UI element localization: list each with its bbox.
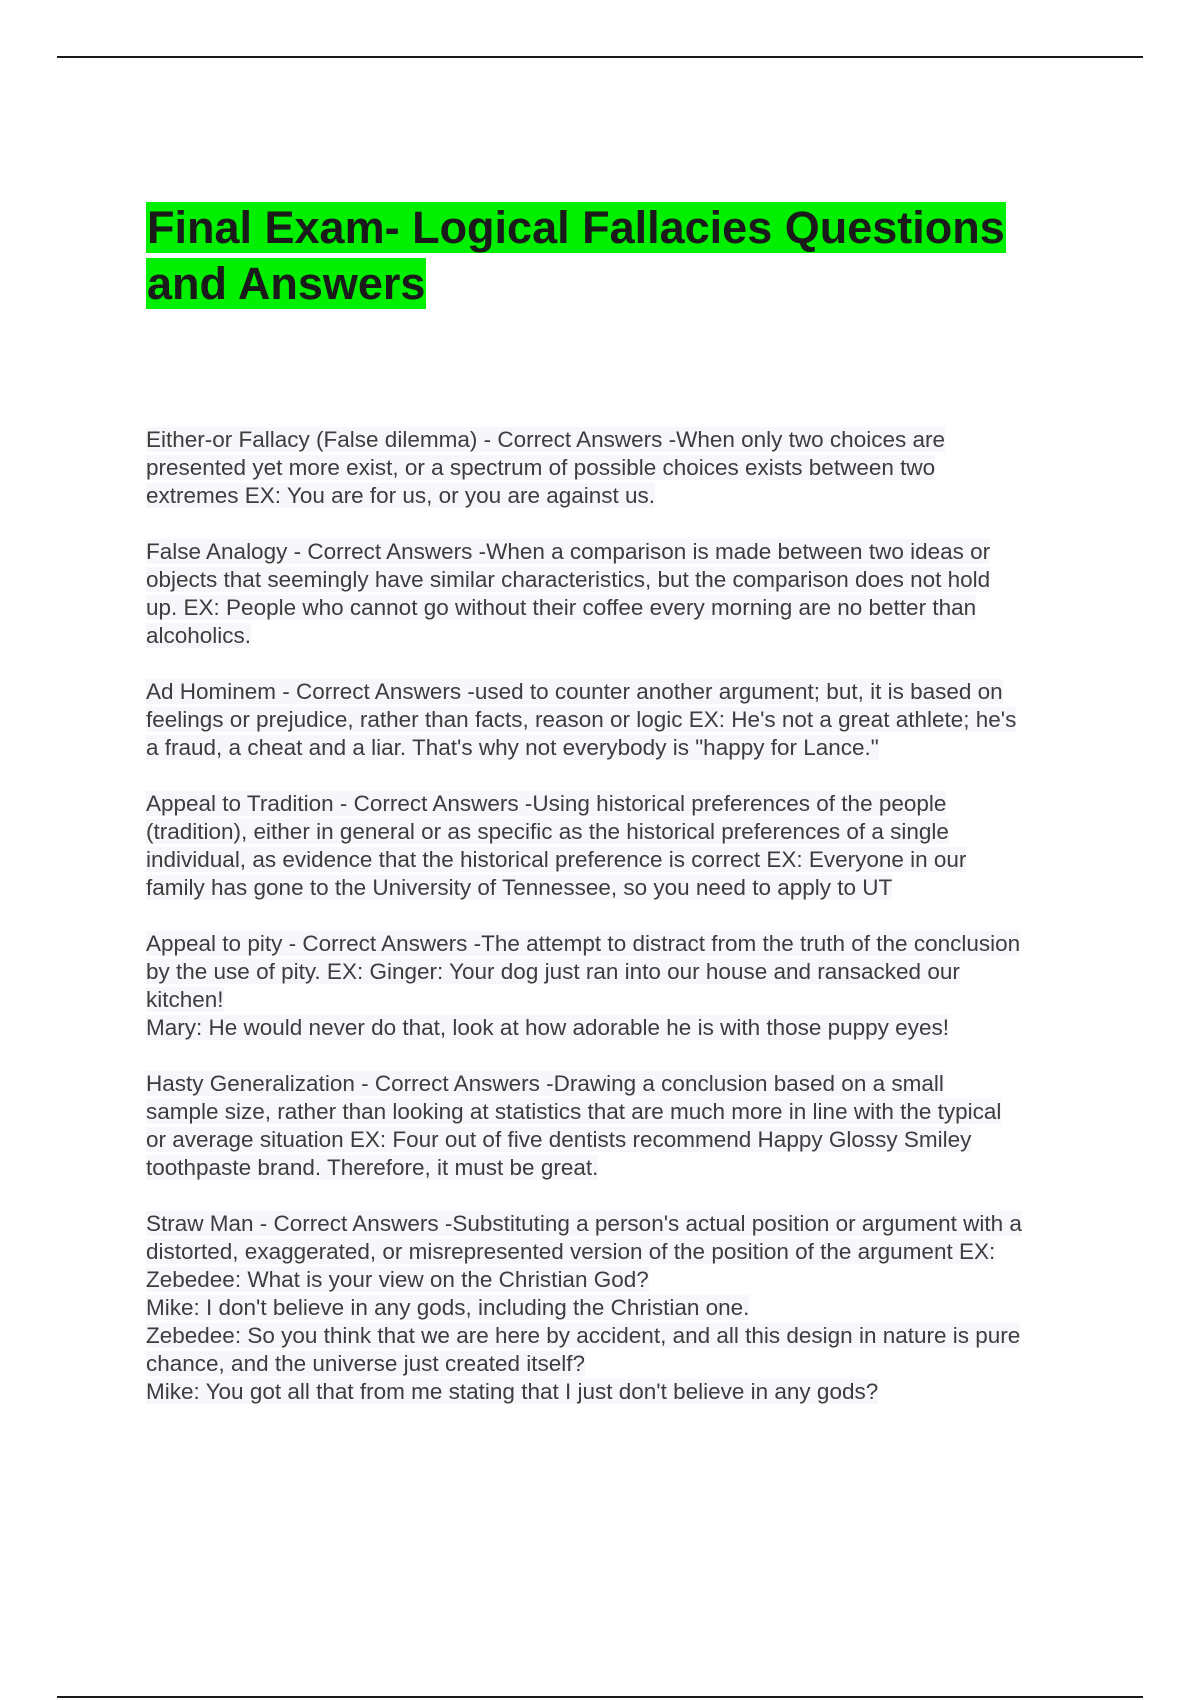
entry-line: Zebedee: So you think that we are here by accident, and all this design in nature is pure — [146, 1323, 1021, 1348]
top-rule — [57, 56, 1143, 58]
entry-line: distorted, exaggerated, or misrepresented version of the position of the argument EX: — [146, 1239, 996, 1264]
entry-appeal-to-tradition — [146, 790, 1091, 902]
entry-line: kitchen! — [146, 987, 224, 1012]
entry-straw-man — [146, 1210, 1091, 1406]
entry-line: Either-or Fallacy (False dilemma) - Correct Answers -When only two choices are — [146, 427, 945, 452]
entry-ad-hominem — [146, 678, 1091, 762]
entry-line: presented yet more exist, or a spectrum of possible choices exists between two — [146, 455, 936, 480]
entry-line: objects that seemingly have similar characteristics, but the comparison does not hold — [146, 567, 991, 592]
entry-line: chance, and the universe just created itself? — [146, 1351, 586, 1376]
entry-line: Appeal to Tradition - Correct Answers -Using historical preferences of the people — [146, 791, 947, 816]
entry-line: False Analogy - Correct Answers -When a comparison is made between two ideas or — [146, 539, 991, 564]
entry-line: by the use of pity. EX: Ginger: Your dog just ran into our house and ransacked our — [146, 959, 960, 984]
entry-line: up. EX: People who cannot go without their coffee every morning are no better than — [146, 595, 977, 620]
page-title — [146, 200, 1106, 312]
entry-line: (tradition), either in general or as specific as the historical preferences of a single — [146, 819, 949, 844]
entry-line: family has gone to the University of Tennessee, so you need to apply to UT — [146, 875, 893, 900]
entry-appeal-to-pity — [146, 930, 1091, 1042]
entry-line: extremes EX: You are for us, or you are against us. — [146, 483, 656, 508]
entry-false-analogy — [146, 538, 1091, 650]
entry-hasty-generalization — [146, 1070, 1091, 1182]
title-line-2: and Answers — [147, 258, 426, 309]
title-line-1: Final Exam- Logical Fallacies Questions — [147, 202, 1005, 253]
entry-line: Mike: You got all that from me stating that I just don't believe in any gods? — [146, 1379, 879, 1404]
entry-line: a fraud, a cheat and a liar. That's why not everybody is "happy for Lance." — [146, 735, 879, 760]
entry-line: toothpaste brand. Therefore, it must be great. — [146, 1155, 599, 1180]
entry-line: Mike: I don't believe in any gods, including the Christian one. — [146, 1295, 750, 1320]
entry-line: alcoholics. — [146, 623, 252, 648]
entry-line: Mary: He would never do that, look at how adorable he is with those puppy eyes! — [146, 1015, 949, 1040]
qa-entries — [146, 426, 1091, 1434]
entry-line: feelings or prejudice, rather than facts, reason or logic EX: He's not a great athlete; he's — [146, 707, 1017, 732]
bottom-rule — [57, 1696, 1143, 1698]
entry-line: Ad Hominem - Correct Answers -used to counter another argument; but, it is based on — [146, 679, 1003, 704]
entry-line: Hasty Generalization - Correct Answers -Drawing a conclusion based on a small — [146, 1071, 944, 1096]
entry-line: Zebedee: What is your view on the Christian God? — [146, 1267, 649, 1292]
entry-line: Appeal to pity - Correct Answers -The attempt to distract from the truth of the conclusion — [146, 931, 1021, 956]
entry-line: Straw Man - Correct Answers -Substituting a person's actual position or argument with a — [146, 1211, 1022, 1236]
entry-either-or-fallacy — [146, 426, 1091, 510]
entry-line: sample size, rather than looking at statistics that are much more in line with the typical — [146, 1099, 1002, 1124]
entry-line: or average situation EX: Four out of five dentists recommend Happy Glossy Smiley — [146, 1127, 972, 1152]
entry-line: individual, as evidence that the historical preference is correct EX: Everyone in our — [146, 847, 967, 872]
